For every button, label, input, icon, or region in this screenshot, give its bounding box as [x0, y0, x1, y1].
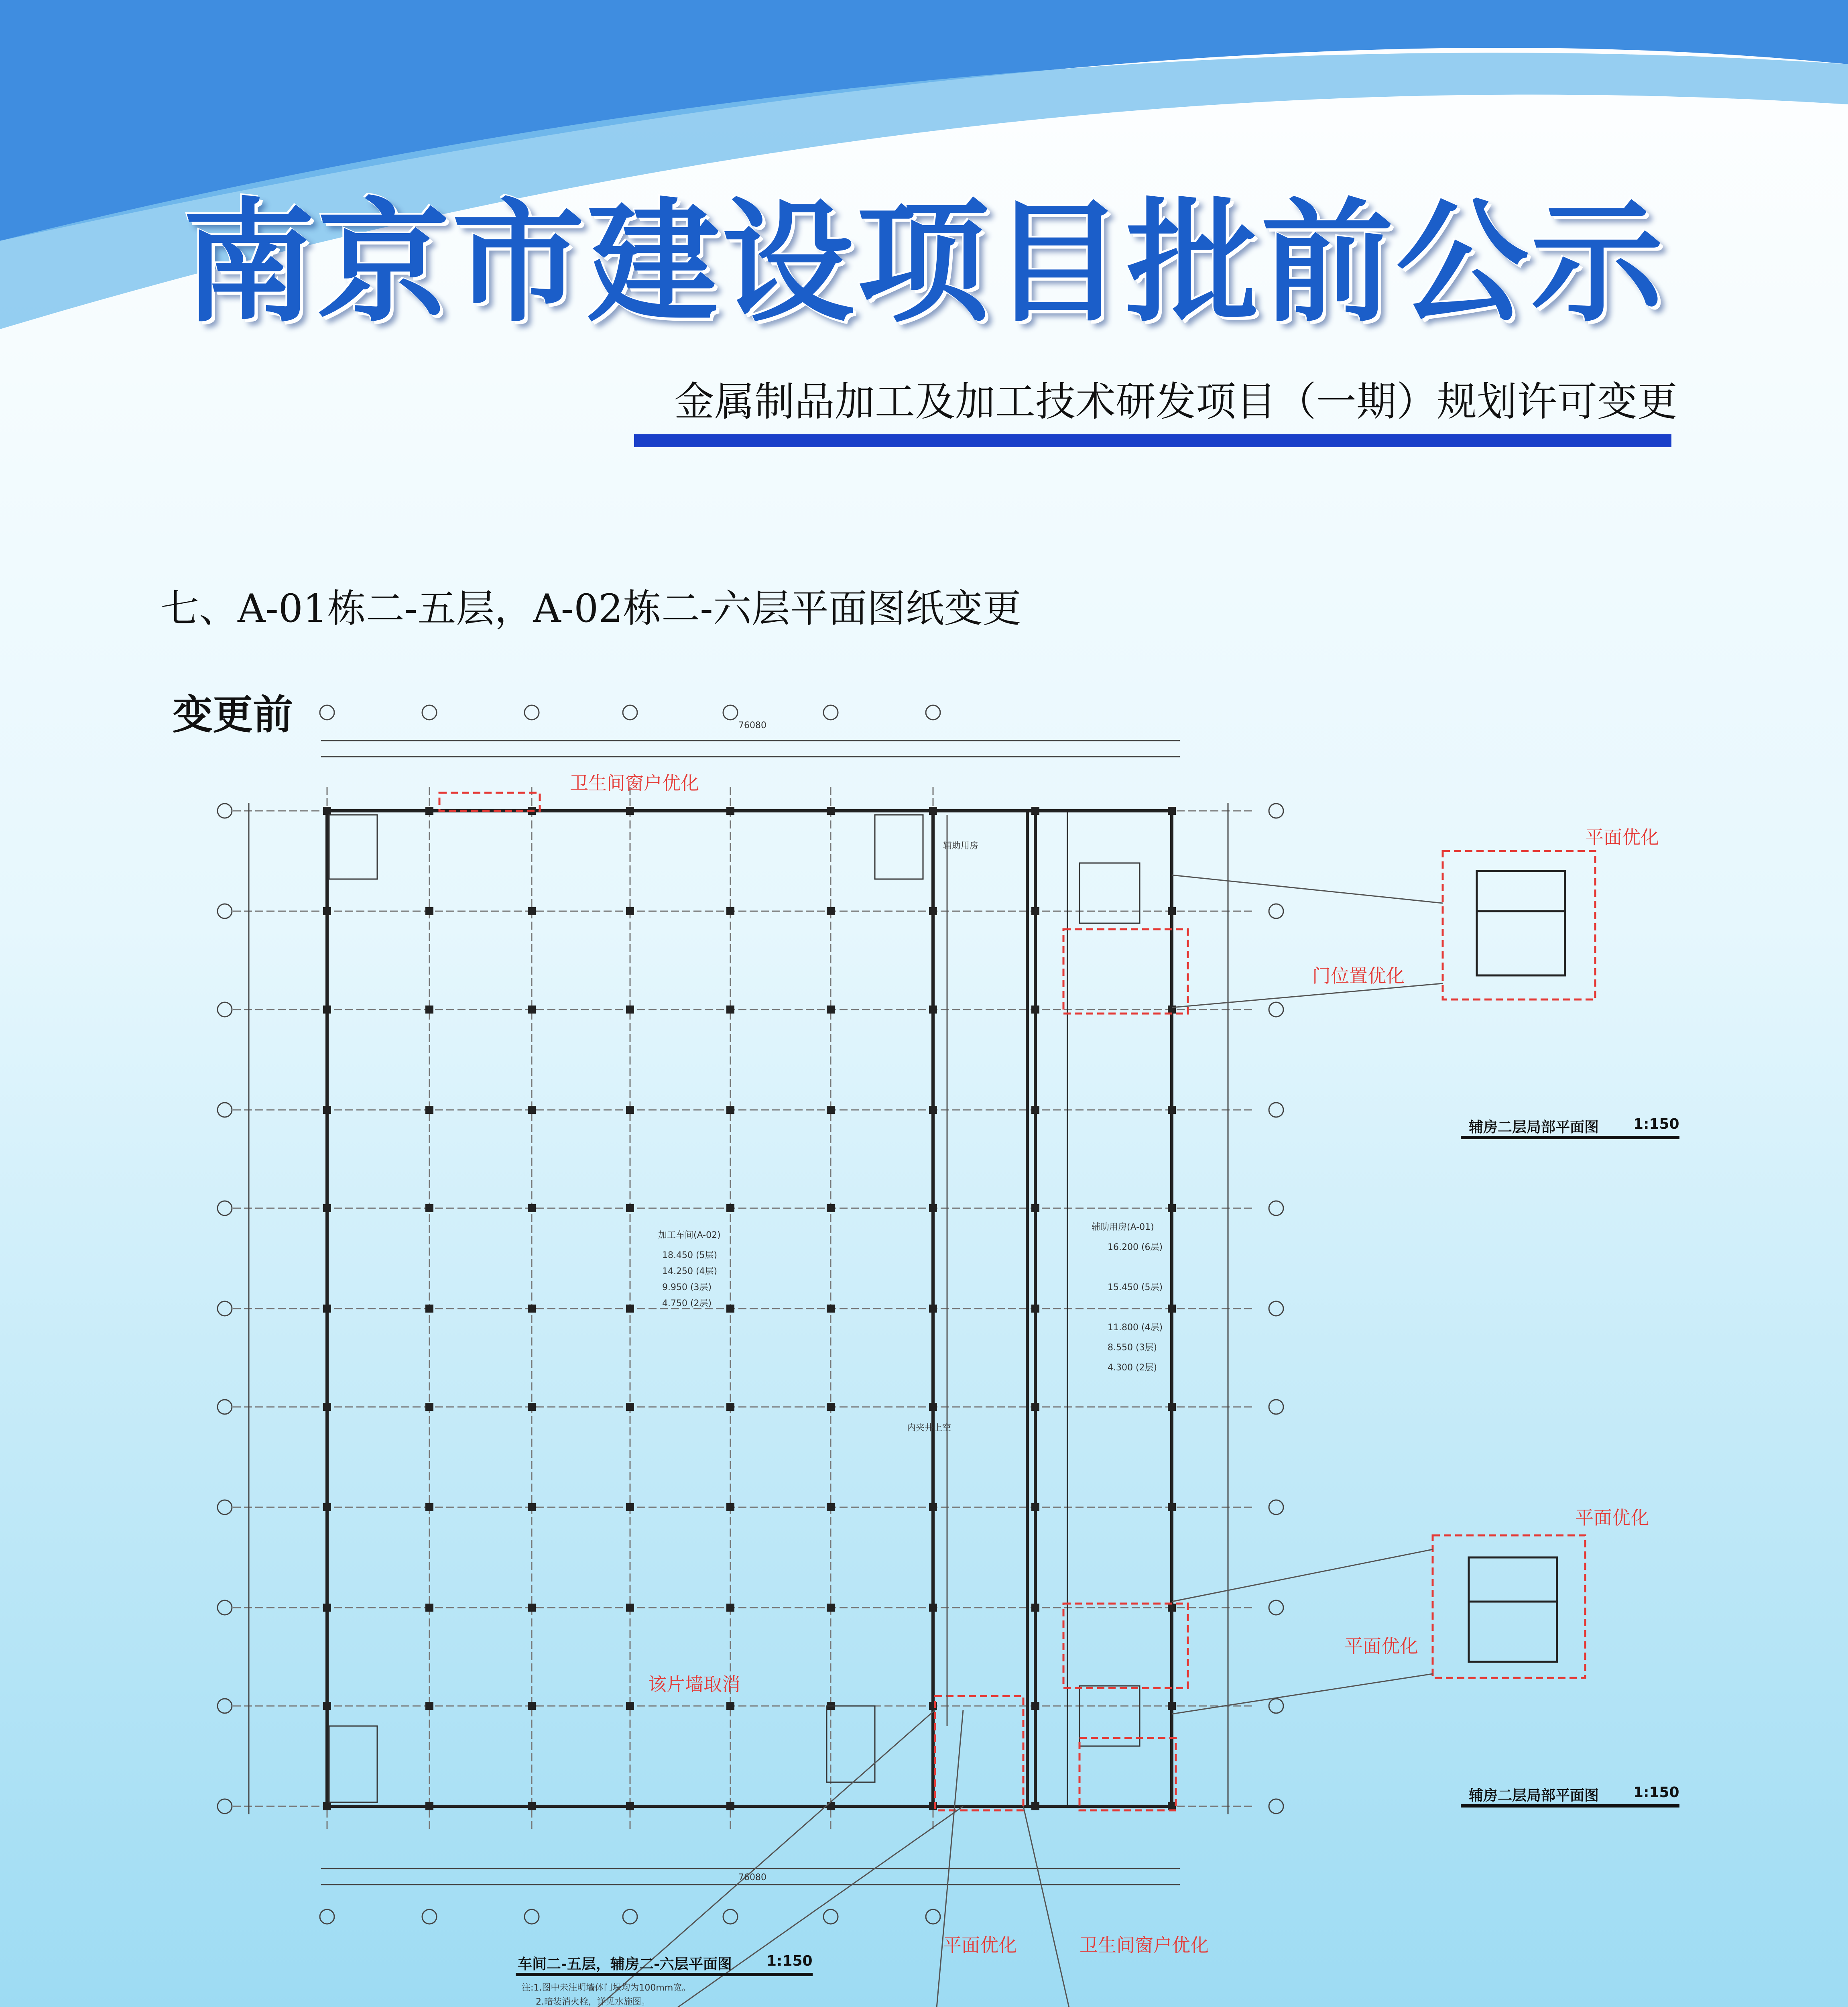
elevation-label: 9.950 (3层): [662, 1282, 712, 1293]
leader-lines: [393, 815, 1443, 2007]
aux-detail-plan-2: [1469, 1557, 1557, 1662]
notes-line-2: 2.暗装消火栓，详见水施图。: [536, 1997, 650, 2007]
caption-underline: [1461, 1136, 1679, 1139]
caption-aux-detail-2: 辅房二层局部平面图: [1469, 1787, 1599, 1804]
note-door-position: 门位置优化: [1312, 965, 1405, 987]
elevation-label: 8.550 (3层): [1108, 1343, 1157, 1353]
caption-aux-detail-2-scale: 1:150: [1633, 1784, 1679, 1801]
caption-underline: [1461, 1804, 1679, 1808]
mezzanine-label: 内夹井上空: [907, 1423, 951, 1433]
elevation-label: 15.450 (5层): [1108, 1282, 1163, 1293]
elevation-label: 14.250 (4层): [662, 1266, 718, 1276]
note-plan-opt-right-mid-b: 平面优化: [1344, 1635, 1418, 1657]
room-label-aux-a01: 辅助用房(A-01): [1092, 1222, 1154, 1232]
caption-aux-detail-1-scale: 1:150: [1633, 1116, 1679, 1132]
elevation-label: 16.200 (6层): [1108, 1242, 1163, 1252]
aux-detail-plan-1: [1477, 871, 1565, 975]
section-heading: 七、A-01栋二-五层，A-02栋二-六层平面图纸变更: [161, 586, 1021, 631]
notes-line-1: 注:1.图中未注明墙体门垛均为100mm宽。: [522, 1983, 691, 1993]
total-dimension-bottom: 76080: [738, 1873, 766, 1883]
dimension-lines: [249, 741, 1228, 1885]
structural-grid: [233, 787, 1252, 1830]
room-label-aux: 辅助用房: [943, 841, 979, 851]
elevation-label: 4.750 (2层): [662, 1299, 712, 1309]
note-plan-opt-right-mid-a: 平面优化: [1575, 1507, 1649, 1529]
caption-main-plan: 车间二-五层，辅房二-六层平面图: [518, 1956, 732, 1972]
before-change-label: 变更前: [173, 691, 293, 738]
note-wall-removed: 该片墙取消: [648, 1673, 740, 1695]
note-toilet-window-bottom: 卫生间窗户优化: [1080, 1934, 1209, 1956]
caption-underline: [516, 1973, 813, 1976]
project-subtitle: 金属制品加工及加工技术研发项目（一期）规划许可变更: [674, 378, 1677, 425]
note-plan-opt-right-top: 平面优化: [1585, 826, 1659, 848]
page-title: 南京市建设项目批前公示: [182, 184, 1666, 340]
elevation-label: 18.450 (5层): [662, 1250, 718, 1260]
note-plan-opt-bottom: 平面优化: [943, 1934, 1017, 1956]
note-toilet-window-top: 卫生间窗户优化: [570, 772, 699, 794]
total-dimension-top: 76080: [738, 721, 766, 731]
elevation-label: 4.300 (2层): [1108, 1363, 1157, 1373]
caption-main-plan-scale: 1:150: [766, 1953, 813, 1969]
room-label-a02: 加工车间(A-02): [658, 1230, 721, 1240]
elevation-label: 11.800 (4层): [1108, 1323, 1163, 1333]
caption-aux-detail-1: 辅房二层局部平面图: [1469, 1119, 1599, 1136]
